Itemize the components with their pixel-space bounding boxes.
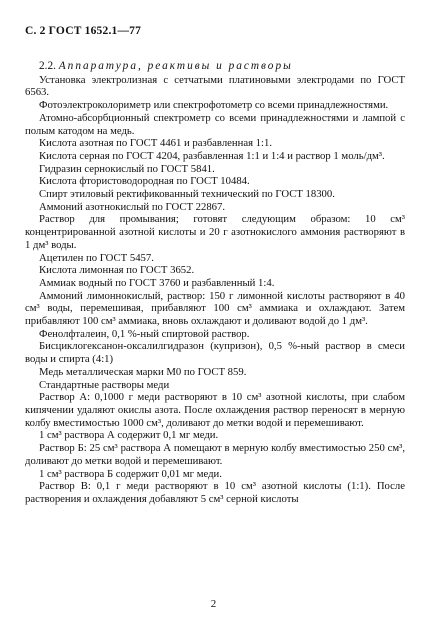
paragraph: Ацетилен по ГОСТ 5457. bbox=[39, 251, 154, 264]
paragraph: Кислота азотная по ГОСТ 4461 и разбавленная 1:1. bbox=[39, 137, 273, 150]
paragraph: 1 см³ раствора Б содержит 0,01 мг меди. bbox=[39, 467, 222, 480]
paragraph: 1 см³ раствора А содержит 0,1 мг меди. bbox=[39, 429, 219, 442]
paragraph: Аммоний азотнокислый по ГОСТ 22867. bbox=[39, 200, 226, 213]
paragraph: Гидразин сернокислый по ГОСТ 5841. bbox=[39, 162, 215, 175]
paragraph: Бисциклогексанон-оксалилгидразон (купризон), 0,5 %-ный раствор в смеси воды и спирта (4:1) bbox=[25, 340, 405, 366]
page-number: 2 bbox=[210, 598, 217, 610]
page-header: С. 2 ГОСТ 1652.1—77 bbox=[25, 25, 142, 37]
paragraph: Раствор Б: 25 см³ раствора А помещают в мерную колбу вместимостью 250 см³, доливают до метки водой и перемешивают. bbox=[25, 442, 405, 467]
paragraph: Раствор А: 0,1000 г меди растворяют в 10 см³ азотной кислоты, при слабом кипячении удаляют окислы азота. После охлаждения раствор переносят в мерную колбу вместимостью 1000 см³, доливают до метки водой и перемешивают. bbox=[25, 391, 405, 429]
paragraph: Атомно-абсорбционный спектрометр со всеми принадлежностями и лампой с полым катодом на медь. bbox=[25, 111, 405, 137]
paragraph: Кислота фтористоводородная по ГОСТ 10484. bbox=[39, 175, 250, 188]
paragraph: Аммиак водный по ГОСТ 3760 и разбавленный 1:4. bbox=[39, 276, 275, 289]
paragraph: Раствор для промывания; готовят следующим образом: 10 см³ концентрированной азотной кислоты и 20 г азотнокислого аммония растворяют в 1 дм³ воды. bbox=[25, 213, 405, 251]
paragraph: Аммоний лимоннокислый, раствор: 150 г лимонной кислоты растворяют в 40 см³ воды, перемешивая, прибавляют 100 см³ аммиака и охлаждают. Затем прибавляют 100 см³ аммиака, вновь охлаждают и доливают водой до 1 дм³. bbox=[25, 289, 405, 328]
paragraph-list bbox=[25, 74, 405, 506]
paragraph: Кислота лимонная по ГОСТ 3652. bbox=[39, 264, 195, 277]
paragraph: Фотоэлектроколориметр или спектрофотометр со всеми принадлежностями. bbox=[39, 99, 389, 112]
paragraph: Медь металлическая марки М0 по ГОСТ 859. bbox=[39, 365, 247, 378]
section-number: 2.2. bbox=[39, 60, 56, 72]
paragraph: Кислота серная по ГОСТ 4204, разбавленная 1:1 и 1:4 и раствор 1 моль/дм³. bbox=[39, 149, 385, 162]
paragraph: Спирт этиловый ректификованный технический по ГОСТ 18300. bbox=[39, 188, 335, 201]
section-title: Аппаратура, реактивы и растворы bbox=[58, 60, 293, 72]
document-body bbox=[25, 60, 405, 506]
paragraph: Раствор В: 0,1 г меди растворяют в 10 см³ азотной кислоты (1:1). После растворения и охлаждения добавляют 5 см³ серной кислоты bbox=[25, 480, 405, 505]
paragraph: Фенолфталеин, 0,1 %-ный спиртовой раствор. bbox=[39, 327, 250, 340]
paragraph: Стандартные растворы меди bbox=[39, 378, 170, 391]
section-heading bbox=[25, 60, 405, 73]
paragraph: Установка электролизная с сетчатыми платиновыми электродами по ГОСТ 6563. bbox=[25, 73, 405, 99]
